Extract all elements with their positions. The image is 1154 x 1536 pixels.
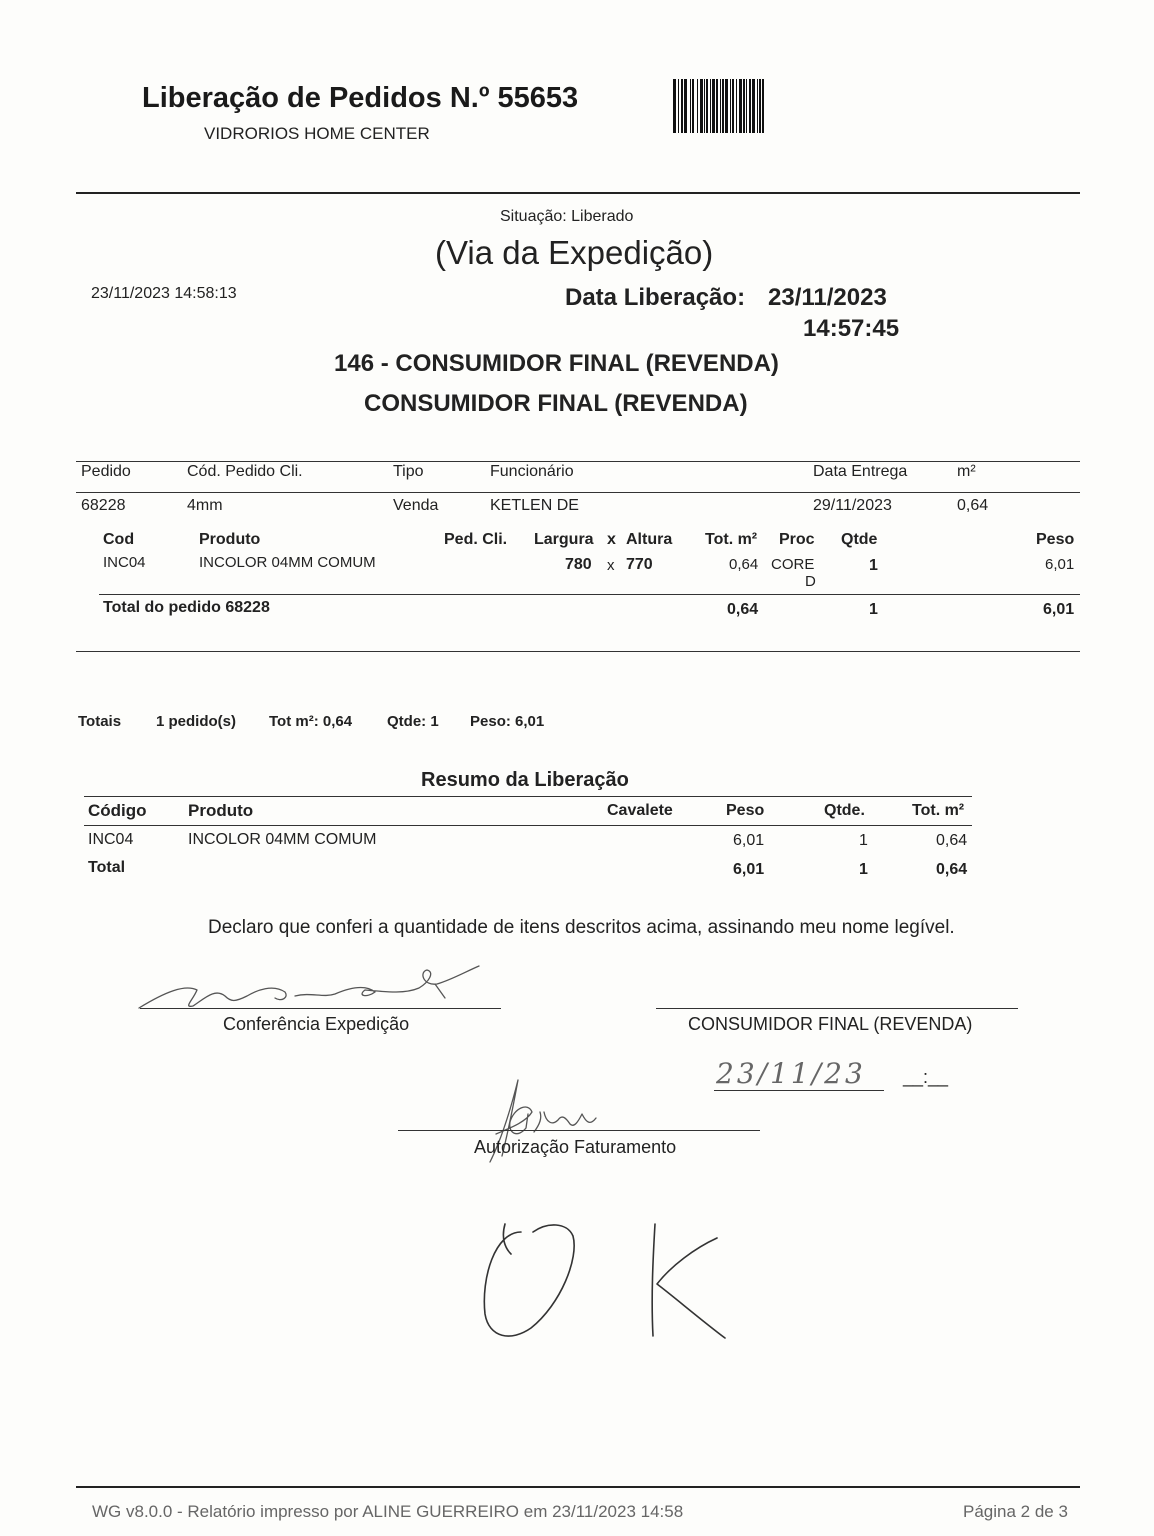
summary-header-cavalete: Cavalete <box>607 802 673 819</box>
divider <box>76 651 1080 652</box>
item-header-cod: Cod <box>103 531 135 548</box>
signature-line-faturamento <box>398 1130 760 1131</box>
order-data-entrega: 29/11/2023 <box>813 497 892 514</box>
footer-printed-by: WG v8.0.0 - Relatório impresso por ALINE GUERREIRO em 23/11/2023 14:58 <box>92 1502 684 1521</box>
order-total-qtde: 1 <box>869 601 878 618</box>
item-largura: 780 <box>565 556 592 573</box>
declaration-text: Declaro que conferi a quantidade de itens descritos acima, assinando meu nome legível. <box>208 917 955 938</box>
col-header-m2: m² <box>957 463 976 480</box>
company-name: VIDRORIOS HOME CENTER <box>204 124 430 143</box>
order-pedido: 68228 <box>81 497 126 514</box>
item-peso: 6,01 <box>1045 556 1075 573</box>
summary-total-tot-m2: 0,64 <box>936 861 968 878</box>
release-date-label: Data Liberação: <box>565 284 746 311</box>
col-header-pedido: Pedido <box>81 463 131 480</box>
release-time: 14:57:45 <box>803 315 900 342</box>
summary-produto: INCOLOR 04MM COMUM <box>188 831 377 848</box>
customer-line1: 146 - CONSUMIDOR FINAL (REVENDA) <box>334 350 779 377</box>
col-header-cod-pedido-cli: Cód. Pedido Cli. <box>187 463 303 480</box>
handwritten-ok-mark <box>475 1218 735 1348</box>
item-header-peso: Peso <box>1036 531 1075 548</box>
barcode <box>673 79 849 133</box>
signature-line-cliente <box>656 1008 1018 1009</box>
divider <box>84 825 972 826</box>
release-date: 23/11/2023 <box>768 284 887 311</box>
totals-peso: Peso: 6,01 <box>470 713 545 730</box>
totals-label: Totais <box>78 713 122 730</box>
summary-header-qtde: Qtde. <box>824 802 865 819</box>
item-qtde: 1 <box>869 557 878 574</box>
document-title: Liberação de Pedidos N.º 55653 <box>142 82 579 114</box>
item-header-x: x <box>607 531 616 548</box>
footer-page-number: Página 2 de 3 <box>963 1502 1068 1521</box>
date-line <box>714 1090 884 1091</box>
print-datetime: 23/11/2023 14:58:13 <box>91 285 237 302</box>
col-header-tipo: Tipo <box>393 463 424 480</box>
summary-title: Resumo da Liberação <box>421 769 629 791</box>
order-total-peso: 6,01 <box>1043 601 1075 618</box>
item-proc: CORE <box>771 556 815 573</box>
summary-header-codigo: Código <box>88 801 147 820</box>
summary-header-tot-m2: Tot. m² <box>912 802 965 819</box>
via-label: (Via da Expedição) <box>435 234 714 271</box>
order-tipo: Venda <box>393 497 439 514</box>
divider <box>76 461 1080 462</box>
divider <box>76 1486 1080 1488</box>
summary-total-peso: 6,01 <box>733 861 765 878</box>
order-total-label: Total do pedido 68228 <box>103 599 270 616</box>
summary-total-label: Total <box>88 859 126 876</box>
divider <box>76 492 1080 493</box>
divider <box>84 796 972 797</box>
handwritten-date: 23/11/23 <box>716 1057 866 1090</box>
item-produto: INCOLOR 04MM COMUM <box>199 554 376 571</box>
summary-peso: 6,01 <box>733 832 765 849</box>
summary-header-produto: Produto <box>188 801 254 820</box>
item-header-tot-m2: Tot. m² <box>705 531 758 548</box>
order-cod-pedido-cli: 4mm <box>187 497 223 514</box>
signature-label-faturamento: Autorização Faturamento <box>474 1137 677 1157</box>
handwritten-signature-expedicao <box>135 962 495 1018</box>
col-header-data-entrega: Data Entrega <box>813 463 908 480</box>
item-proc-cont: D <box>805 573 816 590</box>
item-cod: INC04 <box>103 554 146 571</box>
item-altura: 770 <box>626 556 653 573</box>
item-header-qtde: Qtde <box>841 531 878 548</box>
divider <box>76 192 1080 194</box>
totals-qtde: Qtde: 1 <box>387 713 439 730</box>
summary-total-qtde: 1 <box>859 861 868 878</box>
item-header-altura: Altura <box>626 531 673 548</box>
summary-header-peso: Peso <box>726 802 765 819</box>
item-x: x <box>607 557 615 574</box>
item-header-produto: Produto <box>199 531 261 548</box>
signature-line-expedicao <box>140 1008 501 1009</box>
signature-label-expedicao: Conferência Expedição <box>223 1014 410 1034</box>
item-header-largura: Largura <box>534 531 594 548</box>
status-label: Situação: Liberado <box>500 208 634 225</box>
time-placeholder: __:__ <box>903 1067 949 1087</box>
totals-pedidos: 1 pedido(s) <box>156 713 237 730</box>
signature-label-cliente: CONSUMIDOR FINAL (REVENDA) <box>688 1014 973 1034</box>
customer-line2: CONSUMIDOR FINAL (REVENDA) <box>364 390 748 417</box>
order-m2: 0,64 <box>957 497 989 514</box>
col-header-funcionario: Funcionário <box>490 463 574 480</box>
totals-m2: Tot m²: 0,64 <box>269 713 353 730</box>
divider <box>99 594 1080 595</box>
order-funcionario: KETLEN DE <box>490 497 579 514</box>
order-total-m2: 0,64 <box>727 601 759 618</box>
summary-qtde: 1 <box>859 832 868 849</box>
item-tot-m2: 0,64 <box>729 556 759 573</box>
summary-codigo: INC04 <box>88 831 134 848</box>
item-header-ped-cli: Ped. Cli. <box>444 531 508 548</box>
summary-tot-m2: 0,64 <box>936 832 968 849</box>
item-header-proc: Proc <box>779 531 815 548</box>
